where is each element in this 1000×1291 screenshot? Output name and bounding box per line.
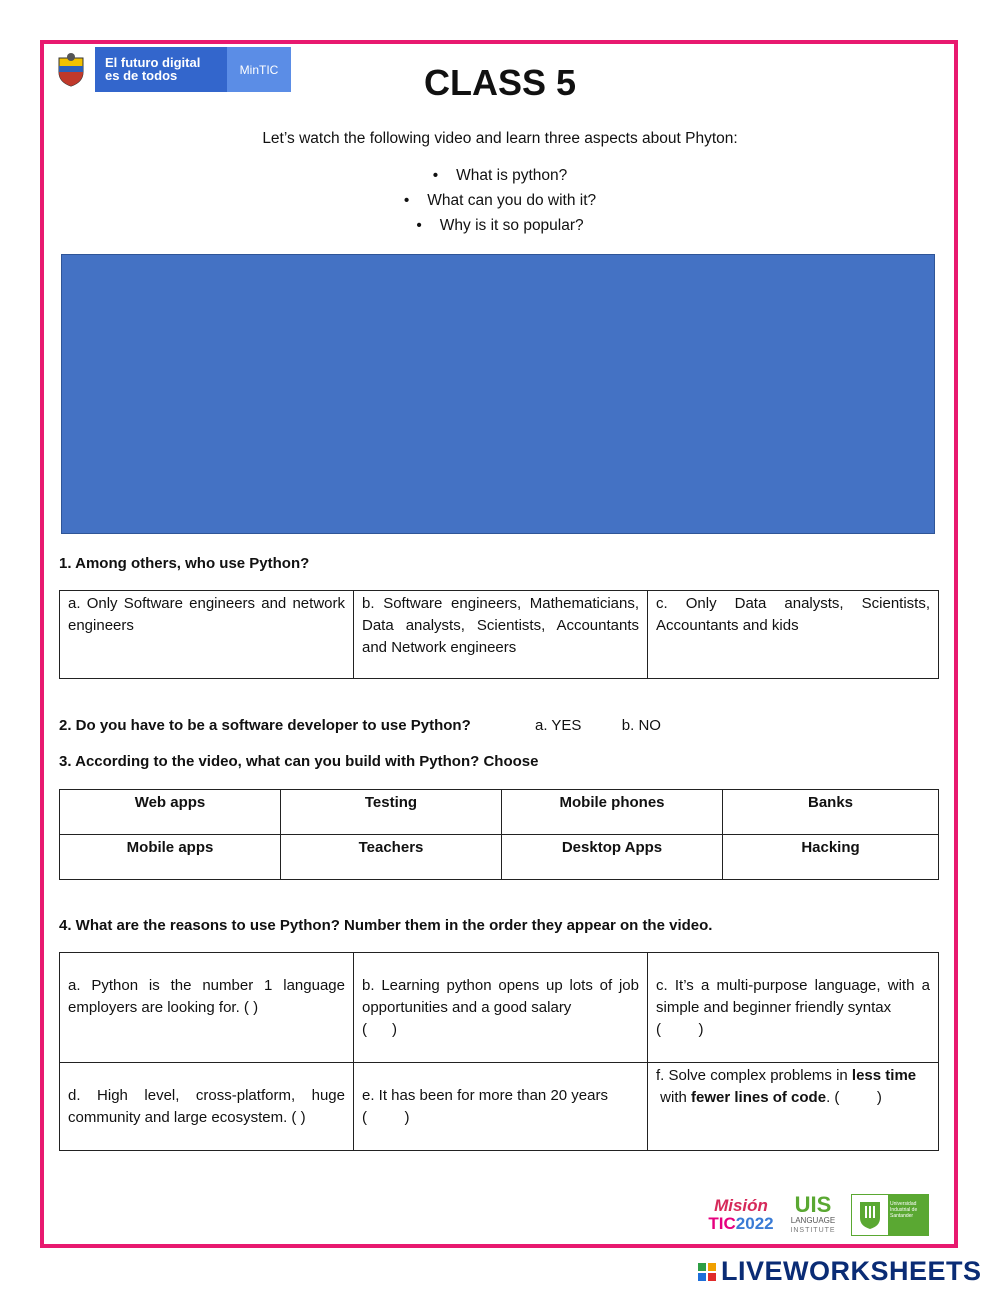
q3-choice[interactable]: Hacking xyxy=(723,835,939,880)
q3-choice[interactable]: Mobile apps xyxy=(60,835,281,880)
tic-text: TIC xyxy=(708,1214,736,1233)
q4-reason-f-bold2: fewer lines of code xyxy=(691,1089,827,1106)
banner-line1: El futuro digital xyxy=(105,55,201,70)
q1-option-b[interactable]: b. Software engineers, Mathematicians, Data analysts, Scientists, Accountants and Network engineers xyxy=(354,591,648,679)
question-3: 3. According to the video, what can you build with Python? Choose xyxy=(59,753,539,770)
uis-shield-icon xyxy=(852,1195,888,1235)
video-player[interactable] xyxy=(61,254,935,534)
mision-text: Misión xyxy=(714,1196,768,1215)
uis-text: UIS xyxy=(794,1192,832,1217)
q2-option-yes[interactable]: a. YES xyxy=(535,717,582,734)
q4-reason-f-bold1: less time xyxy=(851,1067,917,1084)
q3-choice[interactable]: Teachers xyxy=(281,835,502,880)
question-2: 2. Do you have to be a software developer to use Python? xyxy=(59,717,471,734)
q2-option-no[interactable]: b. NO xyxy=(621,717,661,734)
q4-reason-d[interactable]: d. High level, cross-platform, huge community and large ecosystem. ( ) xyxy=(60,1063,354,1151)
mision-tic-logo xyxy=(707,1197,775,1233)
bullet-item: • What can you do with it? xyxy=(0,191,1000,216)
q3-choice[interactable]: Testing xyxy=(281,790,502,835)
year-text: 2022 xyxy=(735,1214,774,1233)
page-title: CLASS 5 xyxy=(423,62,577,103)
q2-options xyxy=(535,717,661,734)
liveworksheets-brand xyxy=(697,1256,982,1287)
liveworksheets-icon xyxy=(697,1262,717,1282)
uis-university-logo xyxy=(851,1194,929,1236)
q3-choice[interactable]: Banks xyxy=(723,790,939,835)
intro-bullets xyxy=(0,166,1000,241)
q3-choice[interactable]: Desktop Apps xyxy=(502,835,723,880)
uis-university-text: Universidad Industrial de Santander xyxy=(888,1195,928,1235)
q3-choices-table xyxy=(59,789,939,880)
q4-reason-b-blank[interactable]: ( ) xyxy=(362,1021,397,1038)
q3-choice[interactable]: Web apps xyxy=(60,790,281,835)
intro-text: Let’s watch the following video and learn three aspects about Phyton: xyxy=(262,130,738,147)
question-4: 4. What are the reasons to use Python? Number them in the order they appear on the video. xyxy=(59,917,713,934)
q4-reason-e[interactable] xyxy=(354,1063,648,1151)
bullet-item: • Why is it so popular? xyxy=(0,216,1000,241)
tic-year xyxy=(707,1215,775,1233)
q4-reason-c-blank[interactable]: ( ) xyxy=(656,1021,704,1038)
q4-reason-c-text: c. It’s a multi-purpose language, with a simple and beginner friendly syntax xyxy=(656,977,930,1016)
uis-sub1: LANGUAGE xyxy=(790,1216,836,1225)
q4-reason-b[interactable] xyxy=(354,953,648,1063)
banner-line2: es de todos xyxy=(105,68,178,83)
q3-choice[interactable]: Mobile phones xyxy=(502,790,723,835)
q4-reason-a[interactable]: a. Python is the number 1 language employers are looking for. ( ) xyxy=(60,953,354,1063)
uis-sub2: INSTITUTE xyxy=(790,1227,836,1234)
mintic-label: MinTIC xyxy=(227,47,291,92)
q4-reason-c[interactable] xyxy=(648,953,939,1063)
bullet-item: • What is python? xyxy=(0,166,1000,191)
q4-reason-f-post: . ( ) xyxy=(826,1089,882,1106)
q1-option-c[interactable]: c. Only Data analysts, Scientists, Accountants and kids xyxy=(648,591,939,679)
q4-reason-f-mid: with xyxy=(656,1089,692,1106)
question-1: 1. Among others, who use Python? xyxy=(59,555,310,572)
q1-option-a[interactable]: a. Only Software engineers and network engineers xyxy=(60,591,354,679)
q4-reason-f[interactable] xyxy=(648,1063,939,1151)
q4-reasons-table xyxy=(59,952,939,1151)
footer-logos xyxy=(707,1193,939,1237)
uis-language-logo xyxy=(785,1194,841,1236)
q4-reason-b-text: b. Learning python opens up lots of job opportunities and a good salary xyxy=(362,977,639,1016)
q1-options-table xyxy=(59,590,939,679)
q4-reason-f-pre: f. Solve complex problems in xyxy=(656,1067,852,1084)
q4-reason-e-blank[interactable]: ( ) xyxy=(362,1109,410,1126)
liveworksheets-text: LIVEWORKSHEETS xyxy=(721,1256,982,1286)
q4-reason-e-text: e. It has been for more than 20 years xyxy=(362,1087,608,1104)
